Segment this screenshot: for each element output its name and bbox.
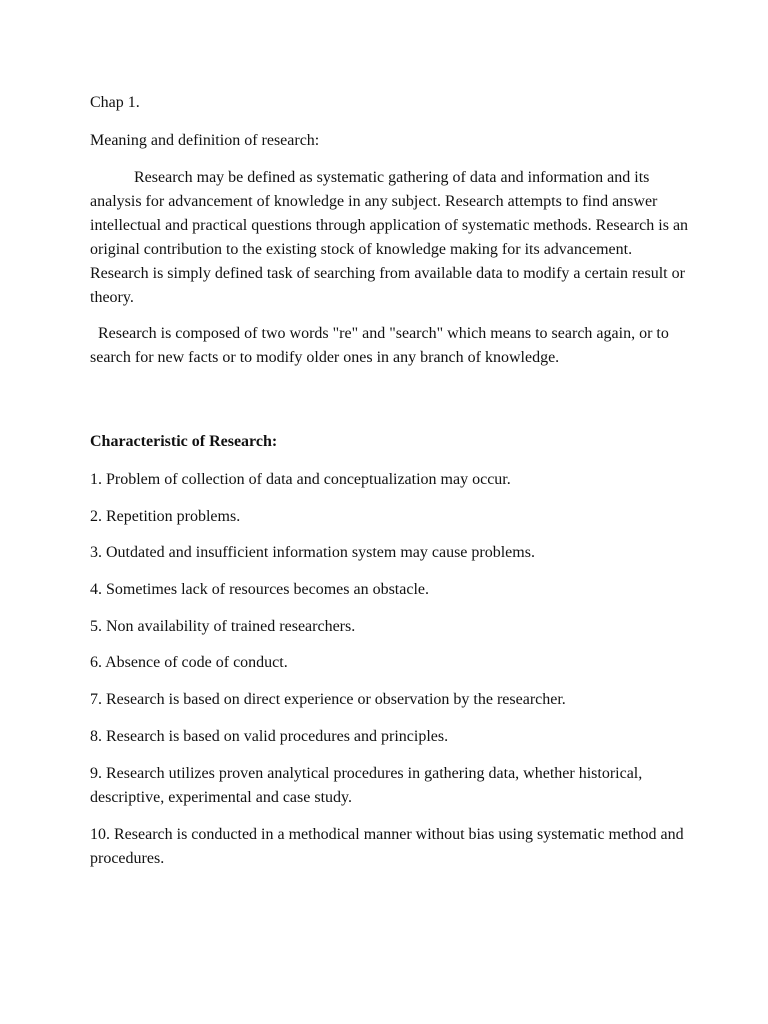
section-heading-meaning: Meaning and definition of research: [90,132,320,149]
list-item: 8. Research is based on valid procedures and principles. [90,728,449,745]
list-item: 9. Research utilizes proven analytical procedures in gathering data, whether historical, descriptive, experimental and case study. [90,765,643,806]
section-heading-characteristics: Characteristic of Research: [90,433,278,450]
list-item: 1. Problem of collection of data and conceptualization may occur. [90,471,511,488]
definition-paragraph: Research may be defined as systematic gathering of data and information and its analysis for advancement of knowledge in any subject. Research attempts to find answer intellectual and practical questions through application of systematic methods. Research is an original contribution to the existing stock of knowledge making for its advancement. Research is simply defined task of searching from available data to modify a certain result or theory. [90,169,689,306]
list-item: 7. Research is based on direct experience or observation by the researcher. [90,691,566,708]
list-item: 4. Sometimes lack of resources becomes an obstacle. [90,581,429,598]
composition-paragraph: Research is composed of two words "re" and "search" which means to search again, or to search for new facts or to modify older ones in any branch of knowledge. [90,325,669,366]
list-item: 2. Repetition problems. [90,508,241,525]
chapter-label: Chap 1. [90,94,140,111]
list-item: 3. Outdated and insufficient information system may cause problems. [90,544,535,561]
list-item: 6. Absence of code of conduct. [90,654,288,671]
list-item: 5. Non availability of trained researchers. [90,618,356,635]
list-item: 10. Research is conducted in a methodical manner without bias using systematic method and procedures. [90,826,684,867]
